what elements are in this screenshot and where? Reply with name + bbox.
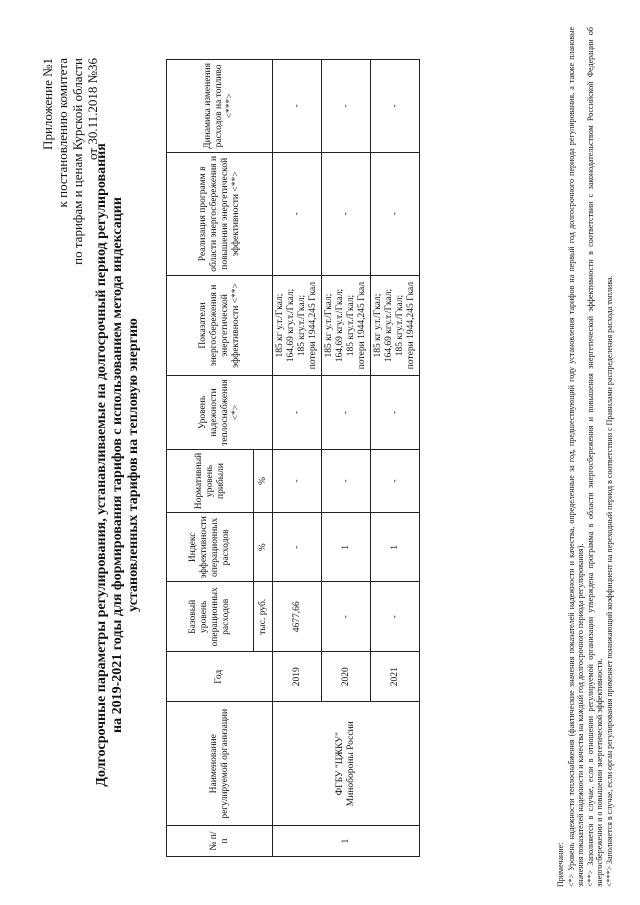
efficiency-index-cell: 1 (371, 513, 420, 582)
header-organization: Наименование регулируемой организации (167, 702, 273, 826)
energy-line: 185 кгу.т./Гкал; (395, 294, 405, 357)
profit-cell: - (273, 449, 322, 512)
note-item: <*> Уровень надежности теплоснабжения (фактические значения показателей надежности и качества, определенные за год, предшествующий году установления тарифов на первый год долгосрочного периода регулирования, а также плановые значения показателей надежности и качества на каждый год долгосрочного периода регулирования). (566, 27, 585, 887)
energy-line: 164,69 кгу.т./Гкал; (335, 288, 345, 363)
energy-line: потери 1944,245 Гкал (406, 281, 416, 370)
document-title (94, 65, 142, 865)
energy-line: потери 1944,245 Гкал (357, 281, 367, 370)
unit-cell: тыс. руб. (254, 582, 273, 652)
programs-cell: - (371, 152, 420, 275)
organization-name: ФГБУ "ЦЖКУ" Минобороны России (273, 702, 420, 826)
energy-line: 185 кг у.т./Гкал; (275, 293, 285, 358)
energy-line: 185 кг у.т./Гкал; (373, 293, 383, 358)
energy-indicators-cell (273, 275, 322, 376)
efficiency-index-cell: - (273, 513, 322, 582)
header-reliability: Уровень надежности теплоснабжения <*> (167, 376, 273, 449)
energy-line: 164,69 кгу.т./Гкал; (384, 288, 394, 363)
unit-cell: % (254, 449, 273, 512)
reliability-cell: - (371, 376, 420, 449)
energy-line: потери 1944,245 Гкал (308, 281, 318, 370)
title-line: на 2019-2021 годы для формирования тарифов с использованием метода индексации (110, 197, 125, 733)
energy-line: 185 кгу.т./Гкал; (346, 294, 356, 357)
unit-cell: % (254, 513, 273, 582)
fuel-cell: - (371, 60, 420, 153)
base-opex-cell: - (371, 582, 420, 652)
header-number: № п/п (167, 826, 273, 857)
header-year: Год (167, 652, 273, 702)
header-profit-level: Нормативный уровень прибыли (167, 449, 254, 512)
appendix-date: от 30.11.2018 №36 (85, 58, 100, 160)
energy-indicators-cell (371, 275, 420, 376)
energy-line: 185 кгу.т./Гкал; (297, 294, 307, 357)
note-item: <***> Заполняется в случае, если орган регулирования применяет понижающий коэффициент на переходный период в соответствии с Правилами распределения расхода топлива. (604, 275, 614, 887)
year-cell: 2019 (273, 652, 322, 702)
parameters-table (166, 59, 420, 857)
energy-line: 164,69 кгу.т./Гкал; (286, 288, 296, 363)
base-opex-cell: - (322, 582, 371, 652)
appendix-line: по тарифам и ценам Курской области (70, 58, 85, 265)
table-header-row (167, 60, 254, 857)
header-efficiency-index: Индекс эффективности операционных расходов (167, 513, 254, 582)
reliability-cell: - (273, 376, 322, 449)
fuel-cell: - (273, 60, 322, 153)
note-item: <**> Заполняется в случае, если в отношении регулируемой организации утверждена программа в области энергосбережения и повышения энергетической эффективности в соответствии с законодательством Российской Федерации об энергосбережении и о повышении энергетической эффективности. (585, 27, 604, 887)
header-energy-indicators: Показатели энергосбережения и энергетической эффективности <**> (167, 275, 273, 376)
year-cell: 2020 (322, 652, 371, 702)
energy-line: 185 кг у.т./Гкал; (324, 293, 334, 358)
title-line: Долгосрочные параметры регулирования, устанавливаемые на долгосрочный период регулирования (94, 143, 109, 787)
energy-indicators-cell (322, 275, 371, 376)
notes-heading: Примечание: (556, 842, 565, 887)
header-fuel-dynamics: Динамика изменения расходов на топливо <***> (167, 60, 273, 153)
table-row (273, 60, 322, 857)
appendix-number: Приложение №1 (40, 58, 55, 150)
programs-cell: - (273, 152, 322, 275)
profit-cell: - (322, 449, 371, 512)
programs-cell: - (322, 152, 371, 275)
title-line: установленных тарифов на тепловую энергию (126, 318, 141, 612)
appendix-line: к постановлению комитета (55, 58, 70, 208)
notes-block (556, 27, 614, 887)
year-cell: 2021 (371, 652, 420, 702)
header-programs: Реализация программ в области энергосбережения и повышения энергетической эффективности <**> (167, 152, 273, 275)
appendix-block (40, 58, 100, 265)
efficiency-index-cell: 1 (322, 513, 371, 582)
base-opex-cell: 4677,66 (273, 582, 322, 652)
fuel-cell: - (322, 60, 371, 153)
profit-cell: - (371, 449, 420, 512)
header-base-opex: Базовый уровень операционных расходов (167, 582, 254, 652)
row-number: 1 (273, 826, 420, 857)
reliability-cell: - (322, 376, 371, 449)
